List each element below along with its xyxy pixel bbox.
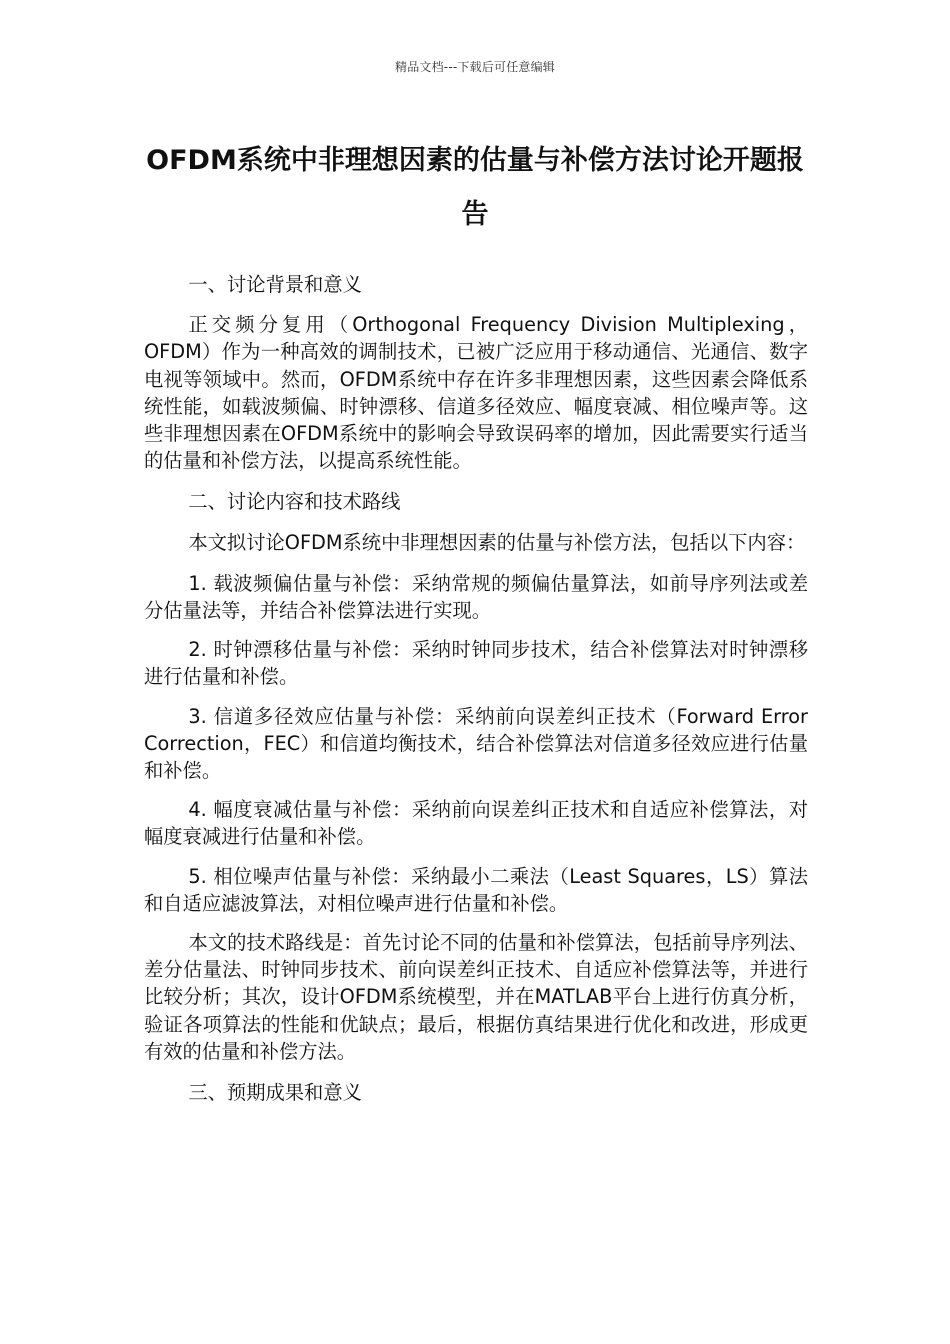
list-item: 2. 时钟漂移估量与补偿：采纳时钟同步技术，结合补偿算法对时钟漂移进行估量和补偿。 bbox=[144, 638, 808, 689]
list-item: 3. 信道多径效应估量与补偿：采纳前向误差纠正技术（Forward Error Correction，FEC）和信道均衡技术，结合补偿算法对信道多径效应进行估量和补偿。 bbox=[144, 704, 808, 783]
section-heading-1: 一、讨论背景和意义 bbox=[188, 273, 362, 296]
paragraph-background: 正交频分复用（Orthogonal Frequency Division Multiplexing，OFDM）作为一种高效的调制技术，已被广泛应用于移动通信、光通信、数字电视等领域中。然而，OFDM系统中存在许多非理想因素，这些因素会降低系统性能，如载波频偏、时钟漂移、信道多径效应、幅度衰减、相位噪声等。这些非理想因素在OFDM系统中的影响会导致误码率的增加，因此需要实行适当的估量和补偿方法，以提高系统性能。 bbox=[144, 313, 808, 473]
list-item: 4. 幅度衰减估量与补偿：采纳前向误差纠正技术和自适应补偿算法，对幅度衰减进行估量和补偿。 bbox=[144, 798, 808, 849]
paragraph-intro: 本文拟讨论OFDM系统中非理想因素的估量与补偿方法，包括以下内容： bbox=[188, 530, 806, 554]
document-title: OFDM系统中非理想因素的估量与补偿方法讨论开题报告 bbox=[146, 145, 804, 230]
document-body bbox=[144, 271, 808, 1119]
section-heading-3: 三、预期成果和意义 bbox=[188, 1081, 362, 1105]
list-item: 5. 相位噪声估量与补偿：采纳最小二乘法（Least Squares，LS）算法和自适应滤波算法，对相位噪声进行估量和补偿。 bbox=[144, 864, 808, 915]
header-note: 精品文档---下载后可任意编辑 bbox=[395, 60, 555, 74]
section-heading-2: 二、讨论内容和技术路线 bbox=[188, 490, 401, 514]
list-item: 1. 载波频偏估量与补偿：采纳常规的频偏估量算法，如前导序列法或差分估量法等，并结合补偿算法进行实现。 bbox=[144, 571, 808, 623]
paragraph-technical-route: 本文的技术路线是：首先讨论不同的估量和补偿算法，包括前导序列法、差分估量法、时钟同步技术、前向误差纠正技术、自适应补偿算法等，并进行比较分析；其次，设计OFDM系统模型，并在MATLAB平台上进行仿真分析，验证各项算法的性能和优缺点；最后，根据仿真结果进行优化和改进，形成更有效的估量和补偿方法。 bbox=[144, 931, 808, 1063]
